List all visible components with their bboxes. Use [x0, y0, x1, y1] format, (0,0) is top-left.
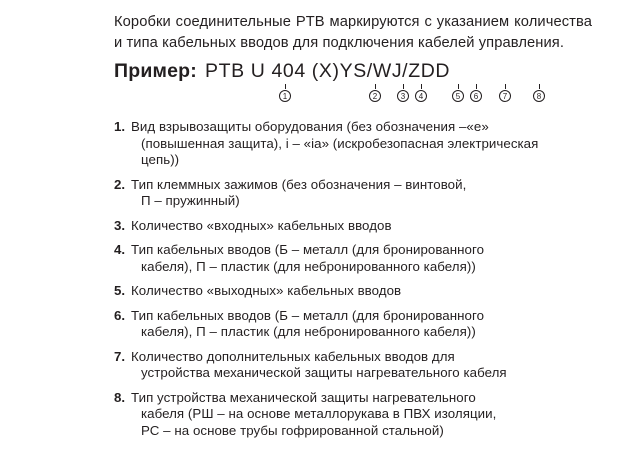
list-item-line: (повышенная защита), i – «ia» (искробезопасная электрическая: [141, 135, 539, 151]
list-item-number: 7.: [114, 348, 126, 364]
list-item: [114, 242, 606, 275]
tick-line: [375, 84, 376, 89]
circled-number: 3: [397, 90, 409, 102]
tick-line: [421, 84, 422, 89]
list-item-line: цепь)): [141, 152, 180, 167]
tick-line: [539, 84, 540, 89]
list-item-line: Тип кабельных вводов (Б – металл (для бронированного: [131, 242, 485, 257]
list-item: [114, 349, 606, 382]
list-item-number: 4.: [114, 242, 126, 257]
list-item-line: Тип устройства механической защиты нагревательного: [131, 389, 476, 405]
list-item: [114, 119, 606, 169]
marker-6: [469, 84, 483, 102]
list-item-line: Вид взрывозащиты оборудования (без обозначения –«е»: [131, 119, 489, 134]
list-item: [114, 308, 606, 341]
marker-7: [498, 84, 512, 102]
list-item-number: 2.: [114, 176, 126, 192]
list-item-line: РС – на основе трубы гофрированной стальной): [141, 422, 444, 438]
list-item-line: кабеля), П – пластик (для небронированного кабеля)): [141, 324, 476, 339]
tick-line: [403, 84, 404, 89]
list-item-text: [131, 390, 496, 440]
marker-2: [368, 84, 382, 102]
example-code: PTB U 404 (X)YS/WJ/ZDD: [205, 60, 451, 82]
list-item-text: [131, 218, 392, 235]
list-item-text: [131, 283, 401, 300]
list-item-line: устройства механической защиты нагревательного кабеля: [141, 365, 507, 380]
circled-number: 4: [415, 90, 427, 102]
list-item-line: Количество дополнительных кабельных вводов для: [131, 348, 455, 364]
list-item: [114, 390, 606, 440]
list-item-line: Тип клеммных зажимов (без обозначения – винтовой,: [131, 176, 467, 192]
tick-line: [285, 84, 286, 89]
list-item-line: Количество «входных» кабельных вводов: [131, 217, 392, 233]
list-item-line: П – пружинный): [141, 193, 240, 208]
circled-number: 8: [533, 90, 545, 102]
list-item-text: [131, 308, 484, 341]
list-item: [114, 283, 606, 300]
marker-4: [414, 84, 428, 102]
list-item-text: [131, 242, 484, 275]
tick-line: [476, 84, 477, 89]
marker-1: [278, 84, 292, 102]
example-row: [114, 60, 592, 83]
marker-3: [396, 84, 410, 102]
list-item-line: кабеля), П – пластик (для небронированного кабеля)): [141, 258, 476, 274]
list-item-text: [131, 177, 466, 210]
circled-number: 2: [369, 90, 381, 102]
circled-number: 5: [452, 90, 464, 102]
list-item-number: 1.: [114, 119, 126, 134]
marker-8: [532, 84, 546, 102]
circled-number: 1: [279, 90, 291, 102]
marker-5: [451, 84, 465, 102]
list-item-line: Количество «выходных» кабельных вводов: [131, 283, 402, 298]
legend-list: [114, 119, 606, 439]
list-item-number: 3.: [114, 217, 126, 233]
list-item-number: 6.: [114, 307, 126, 323]
list-item-line: кабеля (РШ – на основе металлорукава в ПВХ изоляции,: [141, 406, 497, 421]
list-item: [114, 177, 606, 210]
circled-number: 7: [499, 90, 511, 102]
list-item-number: 5.: [114, 283, 126, 298]
tick-line: [505, 84, 506, 89]
circled-number: 6: [470, 90, 482, 102]
tick-line: [458, 84, 459, 89]
intro-paragraph: Коробки соединительные PTB маркируются с указанием количества и типа кабельных вводов для подключения кабелей управления.: [114, 14, 592, 51]
list-item-number: 8.: [114, 389, 126, 405]
list-item-text: [131, 119, 538, 169]
list-item-line: Тип кабельных вводов (Б – металл (для бронированного: [131, 307, 485, 323]
marker-row: [114, 84, 592, 110]
example-label: Пример:: [114, 60, 197, 82]
list-item: [114, 218, 606, 235]
list-item-text: [131, 349, 507, 382]
